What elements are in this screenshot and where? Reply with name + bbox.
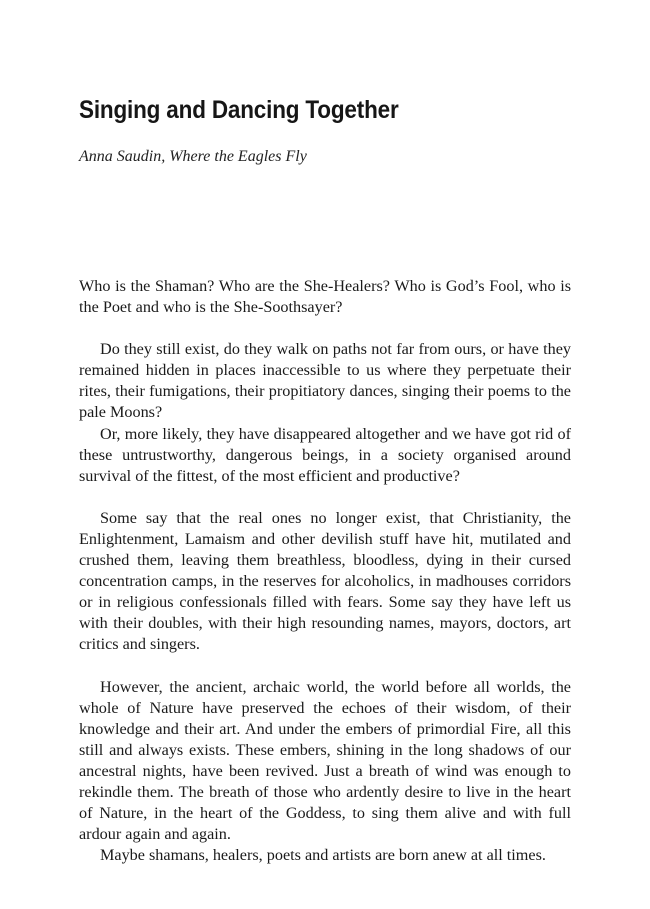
paragraph: Do they still exist, do they walk on paths not far from ours, or have they remained hidden in places inaccessible to us where they perpetuate their rites, their fumigations, their propitiatory dances, singing their poems to the pale Moons? bbox=[79, 340, 571, 422]
paragraph: Or, more likely, they have disappeared altogether and we have got rid of these untrustworthy, dangerous beings, in a society organised around survival of the fittest, of the most efficient and productive? bbox=[79, 424, 571, 485]
epigraph: Anna Saudin, Where the Eagles Fly bbox=[79, 148, 307, 165]
paragraph: Some say that the real ones no longer exist, that Christianity, the Enlightenment, Lamaism and other devilish stuff have hit, mutilated and crushed them, leaving them breathless, bloodless, dying in their cursed concentration camps, in the reserves for alcoholics, in madhouses corridors or in religious confessionals filled with fears. Some say they have left us with their doubles, with their high resounding names, mayors, doctors, art critics and singers. bbox=[79, 508, 571, 654]
paragraph: However, the ancient, archaic world, the world before all worlds, the whole of Nature have preserved the echoes of their wisdom, of their knowledge and their art. And under the embers of primordial Fire, all this still and always exists. These embers, shining in the long shadows of our ancestral nights, have been revived. Just a breath of wind was enough to rekindle them. The breath of those who ardently desire to live in the heart of Nature, in the heart of the Goddess, to sing them alive and with full ardour again and again. bbox=[79, 677, 571, 844]
body-text bbox=[79, 276, 571, 866]
chapter-title: Singing and Dancing Together bbox=[79, 96, 399, 124]
paragraph: Who is the Shaman? Who are the She-Healers? Who is God’s Fool, who is the Poet and who is the She-Soothsayer? bbox=[79, 277, 571, 317]
paragraph: Maybe shamans, healers, poets and artists are born anew at all times. bbox=[100, 846, 546, 865]
